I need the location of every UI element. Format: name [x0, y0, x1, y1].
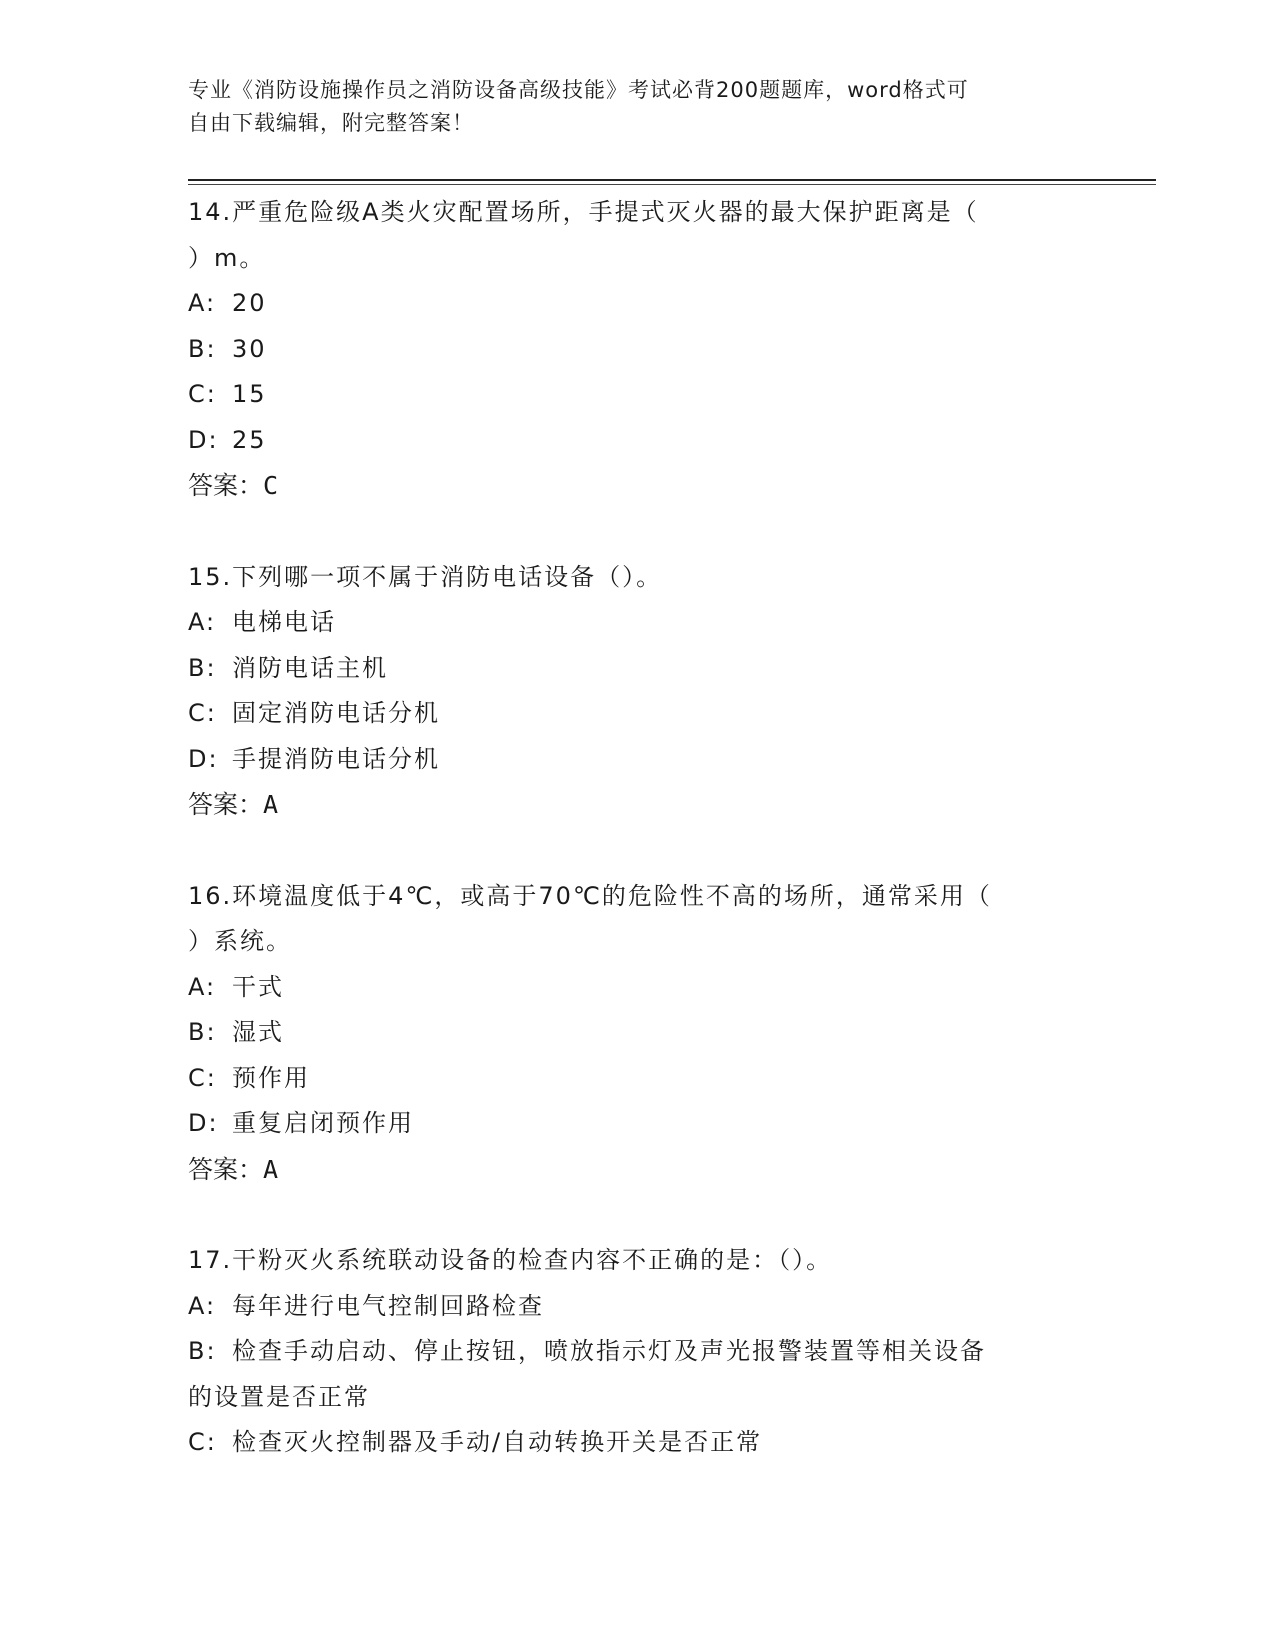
option-key: D: — [188, 1109, 219, 1137]
question-stem-continued: ）系统。 — [188, 927, 292, 955]
option-text: 手提消防电话分机 — [232, 744, 440, 773]
header-divider-thin — [188, 184, 1156, 185]
question-stem: 17.干粉灭火系统联动设备的检查内容不正确的是：（）。 — [188, 1246, 833, 1274]
answer-line — [188, 1147, 1088, 1193]
option-a — [188, 965, 1088, 1011]
option-key: A: — [188, 289, 217, 317]
answer-line — [188, 782, 1088, 828]
option-d — [188, 737, 1088, 783]
option-text: 预作用 — [232, 1063, 310, 1092]
question-16 — [188, 874, 1088, 1193]
answer-label: 答案： — [188, 471, 264, 500]
option-key: C: — [188, 380, 217, 408]
option-a — [188, 600, 1088, 646]
option-text: 检查灭火控制器及手动/自动转换开关是否正常 — [232, 1428, 763, 1456]
question-17 — [188, 1238, 1088, 1466]
answer-label: 答案： — [188, 1154, 264, 1184]
question-stem: 14.严重危险级A类火灾配置场所，手提式灭火器的最大保护距离是（ — [188, 198, 979, 226]
option-text: 固定消防电话分机 — [232, 699, 440, 727]
option-key: B: — [188, 1018, 217, 1046]
option-b-continued: 的设置是否正常 — [188, 1382, 370, 1411]
option-key: C: — [188, 699, 217, 727]
option-key: D: — [188, 425, 219, 454]
option-key: C: — [188, 1428, 217, 1456]
option-key: B: — [188, 334, 217, 363]
option-b — [188, 646, 1088, 692]
option-text: 重复启闭预作用 — [232, 1109, 414, 1137]
option-text: 电梯电话 — [232, 608, 336, 636]
option-key: D: — [188, 744, 219, 773]
header-divider-thick — [188, 179, 1156, 181]
header-line-1: 专业《消防设施操作员之消防设备高级技能》考试必背200题题库，word格式可 — [188, 78, 969, 102]
option-b — [188, 1329, 1088, 1375]
option-d — [188, 418, 1088, 464]
header-line-2: 自由下载编辑，附完整答案！ — [188, 111, 474, 135]
option-c — [188, 1056, 1088, 1102]
question-15 — [188, 555, 1088, 828]
option-c — [188, 372, 1088, 418]
option-key: B: — [188, 1337, 217, 1365]
option-a — [188, 281, 1088, 327]
option-b — [188, 1010, 1088, 1056]
question-list — [188, 190, 1088, 1512]
option-key: A: — [188, 972, 217, 1001]
option-key: A: — [188, 608, 217, 636]
question-stem: 16.环境温度低于4℃，或高于70℃的危险性不高的场所，通常采用（ — [188, 881, 992, 910]
answer-value: A — [263, 790, 279, 819]
answer-line — [188, 463, 1088, 509]
option-text: 每年进行电气控制回路检查 — [232, 1291, 544, 1320]
answer-value: A — [263, 1154, 279, 1184]
question-stem: 15.下列哪一项不属于消防电话设备（）。 — [188, 562, 663, 591]
option-text: 15 — [232, 380, 267, 408]
option-c — [188, 1420, 1088, 1466]
option-text: 检查手动启动、停止按钮，喷放指示灯及声光报警装置等相关设备 — [232, 1337, 986, 1365]
option-text: 20 — [232, 289, 267, 317]
option-text: 湿式 — [232, 1018, 284, 1046]
option-a — [188, 1284, 1088, 1330]
question-stem-continued: ）m。 — [188, 243, 266, 272]
option-b — [188, 327, 1088, 373]
question-14 — [188, 190, 1088, 509]
option-text: 消防电话主机 — [232, 653, 388, 682]
option-d — [188, 1101, 1088, 1147]
option-text: 25 — [232, 425, 267, 454]
option-key: B: — [188, 653, 217, 682]
option-key: C: — [188, 1063, 217, 1092]
answer-value: C — [263, 471, 279, 500]
option-c — [188, 691, 1088, 737]
option-text: 30 — [232, 334, 267, 363]
option-text: 干式 — [232, 972, 284, 1001]
document-header — [188, 74, 1068, 140]
option-key: A: — [188, 1291, 217, 1320]
answer-label: 答案： — [188, 790, 264, 819]
